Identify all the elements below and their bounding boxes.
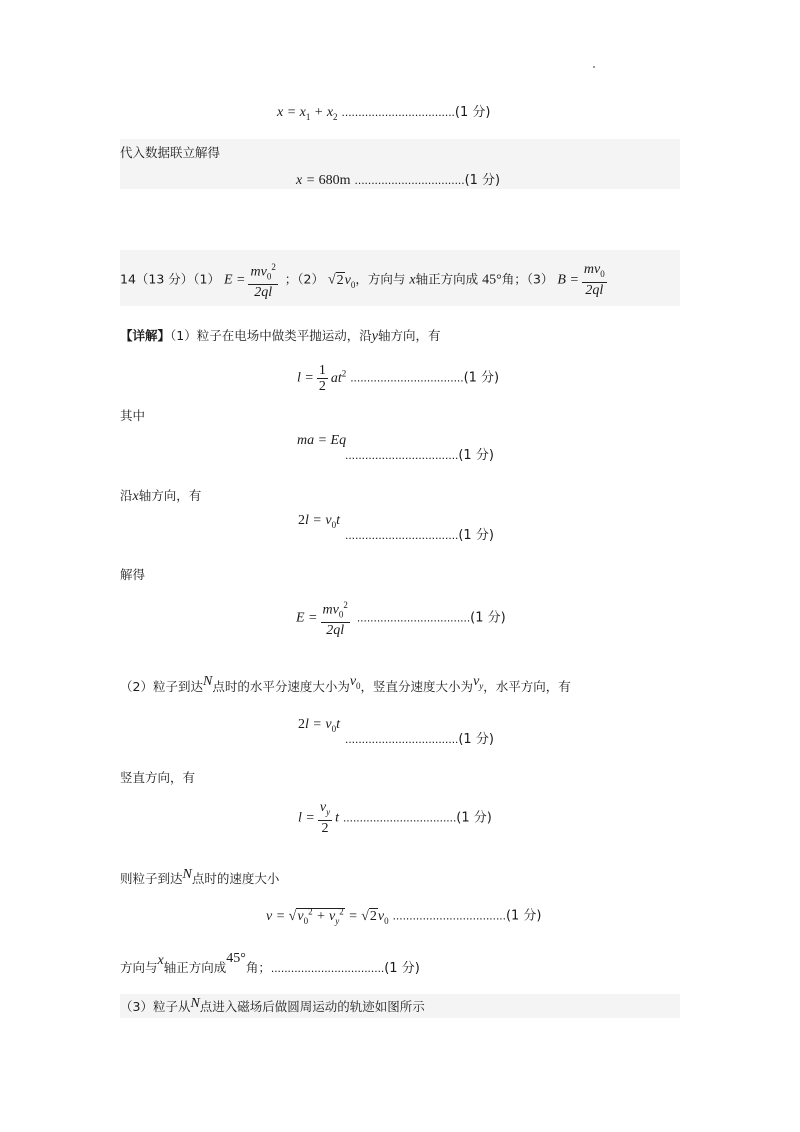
equation-2l-2: $2l = v_0t$: [298, 717, 340, 734]
solve-text-2: 解得: [120, 567, 146, 582]
equation-l: l = $\frac{1}{2}$ $at^2$ ..................................(1 分): [297, 362, 500, 394]
q14-header: 14（13 分）（1） E = $\frac{mv_0^2}{2ql}$ ；（2） $√2v_0$，方向与 x轴正方向成 45°角；（3） B = $\frac{mv_0}{2ql}$: [120, 262, 605, 301]
part2-paragraph: （2）粒子到达N点时的水平分速度大小为$v_0$，竖直分速度大小为$v_y$，水平方向，有: [120, 674, 571, 694]
equation-ma: ma = Eq: [297, 433, 347, 448]
equation-x-sum: $x = x_1 + x_2$ ..................................(1 分): [277, 105, 491, 122]
then-text: 则粒子到达N点时的速度大小: [120, 867, 280, 886]
equation-2l-2-score: ..................................(1 分): [345, 732, 494, 747]
leader-dots: ..................................: [341, 105, 455, 119]
solve-text: 代入数据联立解得: [120, 145, 221, 160]
equation-v: $v = √v_0^2 + v_y^2 = √2v_0$ ..................................(1 分): [266, 906, 542, 926]
score-mark: (1 分): [454, 105, 491, 120]
part3-paragraph: （3）粒子从N点进入磁场后做圆周运动的轨迹如图所示: [120, 996, 425, 1014]
equation-2l-1: $2l = v_0t$: [298, 513, 340, 530]
equation-l-vy: l = $\frac{v_y}{2}$ t ..................................(1 分): [298, 800, 492, 836]
stray-dot: [593, 66, 595, 68]
equation-2l-1-score: ..................................(1 分): [345, 528, 494, 543]
along-x-text: 沿x轴方向，有: [120, 488, 202, 504]
direction-text: 方向与x轴正方向成45°角；..................................(1 分): [120, 951, 420, 976]
vertical-text: 竖直方向，有: [120, 770, 196, 785]
equation-E: E = $\frac{mv_0^2}{2ql}$ ..................................(1 分): [296, 600, 506, 639]
equation-x-value: x = 680m .................................(1 分): [296, 173, 501, 188]
detail-paragraph: 【详解】（1）粒子在电场中做类平抛运动，沿y轴方向，有: [120, 328, 441, 344]
among-text: 其中: [120, 408, 146, 423]
equation-ma-score: ..................................(1 分): [345, 448, 494, 463]
